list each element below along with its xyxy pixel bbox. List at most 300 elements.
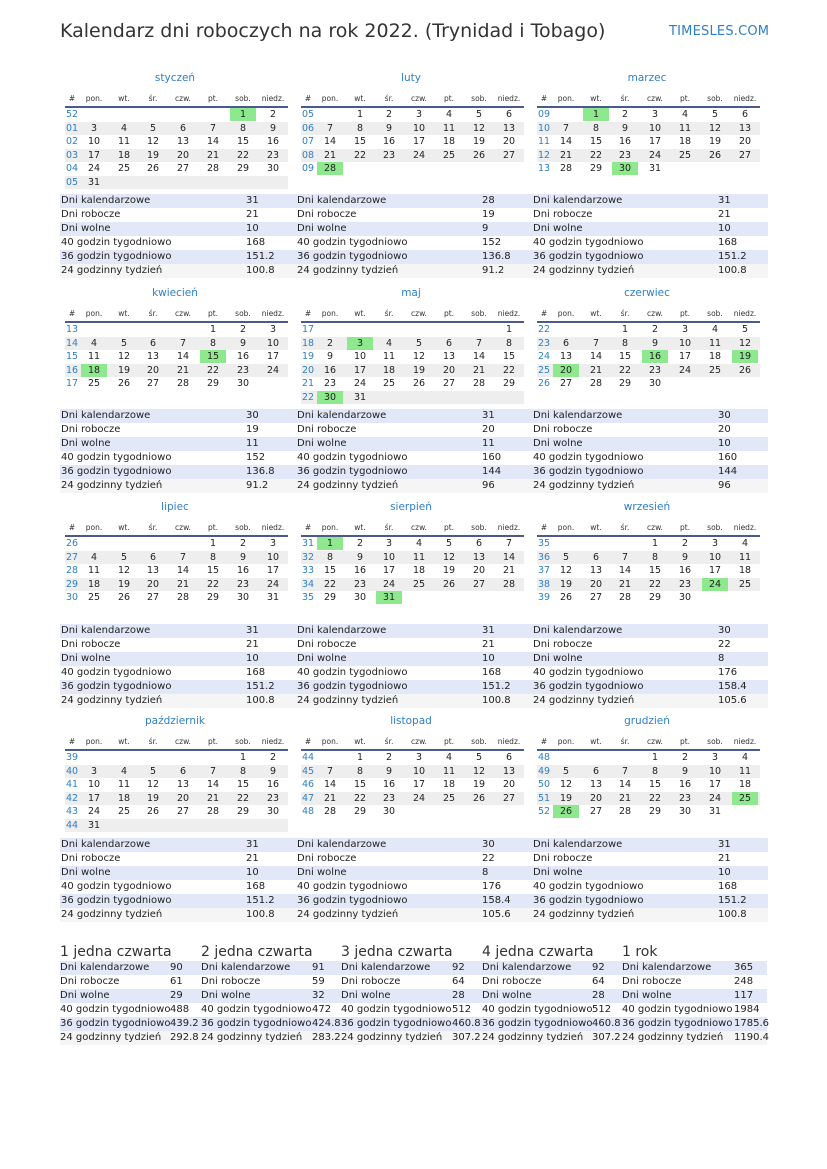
day-cell: 4 <box>741 752 749 763</box>
day-cell: 29 <box>236 806 250 817</box>
day-cell: 13 <box>146 565 160 576</box>
stat-value: 100.8 <box>718 265 747 276</box>
day-cell: 20 <box>442 364 456 376</box>
day-cell: 8 <box>326 551 334 563</box>
stat-value: 90 <box>170 962 183 973</box>
day-cell: 19 <box>559 792 573 804</box>
stat-value: 10 <box>246 223 259 234</box>
week-row <box>296 323 532 336</box>
day-cell: 18 <box>442 136 456 147</box>
stat-row <box>60 437 296 451</box>
day-cell: 28 <box>176 592 190 603</box>
day-cell: 30 <box>382 806 396 817</box>
day-cell: 23 <box>648 364 662 376</box>
day-cell: 4 <box>90 337 98 349</box>
stat-label: 36 godzin tygodniowo <box>61 895 172 906</box>
stat-value: 100.8 <box>246 265 275 276</box>
day-cell: 11 <box>382 351 396 362</box>
day-cell: 25 <box>442 792 456 804</box>
stat-value: 10 <box>718 867 731 878</box>
week-number: 08 <box>301 149 315 161</box>
stat-value: 488 <box>170 1004 190 1015</box>
week-number: 44 <box>301 752 315 763</box>
stat-label: 24 godzinny tydzień <box>61 909 163 920</box>
day-cell: 22 <box>206 578 220 590</box>
stat-label: 36 godzin tygodniowo <box>533 466 644 477</box>
day-cell: 10 <box>678 337 692 349</box>
stat-label: Dni robocze <box>533 639 593 650</box>
day-cell: 15 <box>648 779 662 790</box>
day-cell: 26 <box>146 806 160 817</box>
day-cell: 24 <box>266 364 280 376</box>
stat-value: 1190.4 <box>734 1032 769 1043</box>
day-cell: 26 <box>146 163 160 174</box>
stat-value: 365 <box>734 962 754 973</box>
stat-value: 59 <box>312 976 325 987</box>
day-cell: 11 <box>87 565 101 576</box>
weekday-label: czw. <box>647 309 663 318</box>
holiday-day: 3 <box>347 337 373 350</box>
day-cell: 7 <box>505 538 513 549</box>
day-cell: 17 <box>708 565 722 576</box>
weekday-label: czw. <box>411 309 427 318</box>
day-cell: 3 <box>90 122 98 134</box>
day-cell: 1 <box>505 324 513 335</box>
weekday-label: sob. <box>235 523 251 532</box>
week-row <box>532 778 768 791</box>
day-cell: 19 <box>442 565 456 576</box>
month-name: listopad <box>390 715 432 727</box>
stat-value: 61 <box>170 976 183 987</box>
day-cell: 28 <box>618 592 632 603</box>
week-number: 07 <box>301 136 315 147</box>
quarter-title: 1 jedna czwarta <box>60 944 172 960</box>
day-cell: 8 <box>209 337 217 349</box>
day-cell: 27 <box>502 792 516 804</box>
day-cell: 21 <box>206 792 220 804</box>
week-number: 48 <box>301 806 315 817</box>
day-cell: 18 <box>708 351 722 362</box>
day-cell: 6 <box>562 337 570 349</box>
day-cell: 9 <box>681 765 689 777</box>
weekday-label: pt. <box>207 94 219 103</box>
stat-value: 168 <box>246 237 266 248</box>
weekday-label: pon. <box>557 737 575 746</box>
stat-value: 100.8 <box>246 909 275 920</box>
day-cell: 27 <box>738 149 752 161</box>
holiday-day: 19 <box>732 350 758 363</box>
day-cell: 25 <box>87 592 101 603</box>
day-cell: 11 <box>678 122 692 134</box>
week-row <box>532 377 768 390</box>
stat-label: 24 godzinny tydzień <box>297 265 399 276</box>
stat-value: 460.8 <box>592 1018 621 1029</box>
stat-label: Dni wolne <box>533 223 583 234</box>
stat-value: 424.8 <box>312 1018 341 1029</box>
week-number: 39 <box>65 752 79 763</box>
month-name: maj <box>401 287 421 299</box>
day-cell: 14 <box>559 136 573 147</box>
day-cell: 5 <box>562 765 570 777</box>
quarter-stat-row <box>60 1017 201 1031</box>
stat-value: 105.6 <box>718 695 747 706</box>
day-cell: 16 <box>353 565 367 576</box>
stat-value: 160 <box>718 452 738 463</box>
weekday-label: śr. <box>620 94 630 103</box>
stat-row <box>296 423 532 437</box>
day-cell: 1 <box>621 324 629 335</box>
day-cell: 25 <box>678 149 692 161</box>
day-cell: 24 <box>266 578 280 590</box>
stat-value: 11 <box>246 438 259 449</box>
day-cell: 8 <box>239 765 247 777</box>
day-cell: 7 <box>562 122 570 134</box>
stat-row <box>60 852 296 866</box>
week-number: 04 <box>65 163 79 174</box>
day-cell: 8 <box>356 765 364 777</box>
week-row <box>65 578 288 591</box>
stat-label: 36 godzin tygodniowo <box>61 681 172 692</box>
holiday-day: 1 <box>230 108 256 121</box>
day-cell: 12 <box>559 779 573 790</box>
weekday-label: # <box>540 737 548 746</box>
stat-value: 100.8 <box>246 695 275 706</box>
day-cell: 14 <box>589 351 603 362</box>
day-cell: 22 <box>353 792 367 804</box>
weekday-label: niedz. <box>261 737 285 746</box>
stat-label: 40 godzin tygodniowo <box>297 881 408 892</box>
day-cell: 30 <box>648 378 662 389</box>
week-row <box>60 805 296 818</box>
quarter-stat-row <box>201 961 341 975</box>
day-cell: 19 <box>117 578 131 590</box>
stat-value: 91 <box>312 962 325 973</box>
weekday-label: # <box>68 737 76 746</box>
day-cell: 3 <box>711 752 719 763</box>
day-cell: 11 <box>412 551 426 563</box>
day-cell: 22 <box>206 364 220 376</box>
day-cell: 13 <box>146 351 160 362</box>
stat-value: 1984 <box>734 1004 760 1015</box>
day-cell: 29 <box>323 592 337 603</box>
stat-value: 151.2 <box>718 895 747 906</box>
day-cell: 7 <box>621 765 629 777</box>
weekday-header <box>65 309 288 323</box>
weekday-label: czw. <box>411 523 427 532</box>
weekday-label: sob. <box>471 737 487 746</box>
week-row <box>296 350 532 363</box>
day-cell: 22 <box>323 578 337 590</box>
month-calendar <box>532 287 768 407</box>
week-number: 18 <box>301 337 315 349</box>
week-row <box>296 537 532 550</box>
week-number: 03 <box>65 149 79 161</box>
stat-label: Dni kalendarzowe <box>341 962 431 973</box>
stat-row <box>60 880 296 894</box>
week-row <box>532 323 768 336</box>
stat-value: 168 <box>718 881 738 892</box>
quarter-stat-row <box>622 1031 767 1045</box>
day-cell: 19 <box>708 136 722 147</box>
stat-label: 24 godzinny tydzień <box>533 909 635 920</box>
stat-row <box>532 908 768 922</box>
stat-value: 91.2 <box>482 265 505 276</box>
day-cell: 3 <box>681 324 689 335</box>
weekday-label: sob. <box>707 94 723 103</box>
stat-value: 160 <box>482 452 502 463</box>
day-cell: 3 <box>415 752 423 763</box>
week-number: 27 <box>65 551 79 563</box>
day-cell: 6 <box>592 551 600 563</box>
stat-label: Dni robocze <box>60 976 120 987</box>
day-cell: 20 <box>176 149 190 161</box>
month-calendar <box>532 72 768 192</box>
day-cell: 31 <box>266 592 280 603</box>
day-cell: 9 <box>651 337 659 349</box>
day-cell: 17 <box>382 565 396 576</box>
stat-value: 20 <box>482 424 495 435</box>
weekday-header <box>65 737 288 751</box>
stat-label: 24 godzinny tydzień <box>297 695 399 706</box>
quarter-stat-row <box>201 975 341 989</box>
day-cell: 23 <box>618 149 632 161</box>
day-cell: 12 <box>472 765 486 777</box>
weekday-header <box>537 523 760 537</box>
stat-label: 24 godzinny tydzień <box>201 1032 303 1043</box>
stat-label: Dni robocze <box>297 639 357 650</box>
stat-label: 36 godzin tygodniowo <box>297 466 408 477</box>
day-cell: 28 <box>618 806 632 817</box>
week-number: 01 <box>65 122 79 134</box>
day-cell: 19 <box>472 136 486 147</box>
day-cell: 4 <box>445 752 453 763</box>
day-cell: 22 <box>502 364 516 376</box>
holiday-day: 26 <box>553 805 579 818</box>
day-cell: 14 <box>176 351 190 362</box>
stat-row <box>532 694 768 708</box>
day-cell: 14 <box>206 136 220 147</box>
weekday-label: wt. <box>590 523 602 532</box>
week-row <box>65 337 288 350</box>
week-row <box>296 591 532 604</box>
day-cell: 15 <box>206 565 220 576</box>
stat-label: 40 godzin tygodniowo <box>61 237 172 248</box>
weekday-label: pon. <box>321 523 339 532</box>
stat-label: Dni robocze <box>61 424 121 435</box>
day-cell: 25 <box>708 364 722 376</box>
week-number: 12 <box>537 149 551 161</box>
day-cell: 15 <box>236 136 250 147</box>
stat-row <box>60 236 296 250</box>
month-calendar <box>296 287 532 407</box>
day-cell: 22 <box>618 364 632 376</box>
stat-label: 36 godzin tygodniowo <box>61 251 172 262</box>
weekday-label: niedz. <box>261 523 285 532</box>
weekday-label: śr. <box>148 523 158 532</box>
stat-row <box>60 264 296 278</box>
day-cell: 2 <box>385 109 393 120</box>
stat-row <box>296 222 532 236</box>
stat-value: 151.2 <box>246 681 275 692</box>
quarter-stat-row <box>201 989 341 1003</box>
stat-label: Dni robocze <box>297 853 357 864</box>
stat-label: 24 godzinny tydzień <box>341 1032 443 1043</box>
weekday-label: sob. <box>707 523 723 532</box>
day-cell: 10 <box>353 351 367 362</box>
week-row <box>537 364 760 377</box>
week-row <box>301 149 524 162</box>
week-number: 19 <box>301 351 315 362</box>
day-cell: 28 <box>559 163 573 174</box>
week-row <box>60 751 296 764</box>
quarter-stat-row <box>201 1031 341 1045</box>
day-cell: 13 <box>502 122 516 134</box>
quarter-stat-row <box>482 961 622 975</box>
stat-value: 21 <box>246 209 259 220</box>
stat-value: 31 <box>246 625 259 636</box>
day-cell: 8 <box>651 551 659 563</box>
stat-value: 512 <box>452 1004 472 1015</box>
weekday-label: niedz. <box>261 94 285 103</box>
day-cell: 7 <box>475 337 483 349</box>
day-cell: 2 <box>269 109 277 120</box>
stat-row <box>532 409 768 423</box>
day-cell: 6 <box>149 551 157 563</box>
day-cell: 30 <box>266 806 280 817</box>
stat-row <box>60 465 296 479</box>
stat-row <box>60 894 296 908</box>
weekday-label: pt. <box>679 737 691 746</box>
weekday-label: śr. <box>620 523 630 532</box>
day-cell: 10 <box>648 122 662 134</box>
weekday-label: wt. <box>118 309 130 318</box>
month-name: październik <box>145 715 205 727</box>
day-cell: 2 <box>269 752 277 763</box>
day-cell: 21 <box>559 149 573 161</box>
weekday-label: # <box>540 94 548 103</box>
month-calendar <box>60 72 296 192</box>
day-cell: 26 <box>472 792 486 804</box>
day-cell: 13 <box>589 779 603 790</box>
day-cell: 26 <box>117 378 131 389</box>
day-cell: 30 <box>678 806 692 817</box>
holiday-day: 28 <box>317 162 343 175</box>
day-cell: 6 <box>505 109 513 120</box>
weekday-header <box>65 94 288 108</box>
stat-label: Dni wolne <box>297 867 347 878</box>
day-cell: 17 <box>87 792 101 804</box>
day-cell: 29 <box>648 592 662 603</box>
stat-label: Dni wolne <box>533 867 583 878</box>
month-name: czerwiec <box>624 287 670 299</box>
week-row <box>296 751 532 764</box>
stat-value: 21 <box>718 209 731 220</box>
day-cell: 6 <box>592 765 600 777</box>
day-cell: 15 <box>353 136 367 147</box>
day-cell: 27 <box>589 806 603 817</box>
week-number: 16 <box>65 364 79 376</box>
week-row <box>301 578 524 591</box>
day-cell: 2 <box>681 538 689 549</box>
stat-label: 36 godzin tygodniowo <box>60 1018 171 1029</box>
weekday-label: # <box>304 523 312 532</box>
stat-row <box>60 423 296 437</box>
day-cell: 22 <box>589 149 603 161</box>
day-cell: 12 <box>117 351 131 362</box>
weekday-label: pt. <box>207 309 219 318</box>
stat-value: 19 <box>482 209 495 220</box>
quarter-stat-row <box>341 1017 482 1031</box>
stat-row <box>532 666 768 680</box>
weekday-label: niedz. <box>733 94 757 103</box>
quarter-stat-row <box>341 975 482 989</box>
day-cell: 5 <box>475 752 483 763</box>
week-row <box>296 108 532 121</box>
week-number: 35 <box>537 538 551 549</box>
week-number: 38 <box>537 578 551 590</box>
stat-row <box>532 451 768 465</box>
stat-label: 40 godzin tygodniowo <box>61 881 172 892</box>
holiday-day: 31 <box>376 591 402 604</box>
stat-value: 28 <box>452 990 465 1001</box>
holiday-day: 25 <box>732 792 758 805</box>
day-cell: 11 <box>738 551 752 563</box>
brand-link[interactable]: TIMESLES.COM <box>669 24 770 39</box>
weekday-label: # <box>304 309 312 318</box>
week-row <box>537 578 760 591</box>
day-cell: 20 <box>502 779 516 790</box>
weekday-label: pon. <box>85 737 103 746</box>
quarter-stat-row <box>60 1031 201 1045</box>
holiday-day: 20 <box>553 364 579 377</box>
day-cell: 6 <box>149 337 157 349</box>
day-cell: 12 <box>738 337 752 349</box>
week-number: 09 <box>301 163 315 174</box>
stat-row <box>296 880 532 894</box>
week-row <box>65 149 288 162</box>
quarter-title: 2 jedna czwarta <box>201 944 313 960</box>
day-cell: 5 <box>120 337 128 349</box>
day-cell: 30 <box>678 592 692 603</box>
month-calendar <box>532 501 768 621</box>
day-cell: 26 <box>738 364 752 376</box>
stat-row <box>60 208 296 222</box>
week-row <box>65 364 288 377</box>
stat-label: 24 godzinny tydzień <box>60 1032 162 1043</box>
day-cell: 4 <box>120 765 128 777</box>
week-row <box>296 805 532 818</box>
stat-value: 91.2 <box>246 480 269 491</box>
day-cell: 7 <box>326 122 334 134</box>
stat-row <box>532 264 768 278</box>
day-cell: 4 <box>681 109 689 120</box>
day-cell: 21 <box>618 792 632 804</box>
holiday-day: 16 <box>642 350 668 363</box>
day-cell: 12 <box>559 565 573 576</box>
weekday-label: pon. <box>85 309 103 318</box>
stat-row <box>296 465 532 479</box>
day-cell: 1 <box>651 752 659 763</box>
weekday-label: pon. <box>557 309 575 318</box>
stat-label: Dni robocze <box>61 209 121 220</box>
day-cell: 29 <box>618 378 632 389</box>
day-cell: 10 <box>87 136 101 147</box>
day-cell: 5 <box>741 324 749 335</box>
day-cell: 14 <box>206 779 220 790</box>
weekday-label: pt. <box>679 523 691 532</box>
stat-value: 20 <box>718 424 731 435</box>
stat-value: 151.2 <box>246 895 275 906</box>
